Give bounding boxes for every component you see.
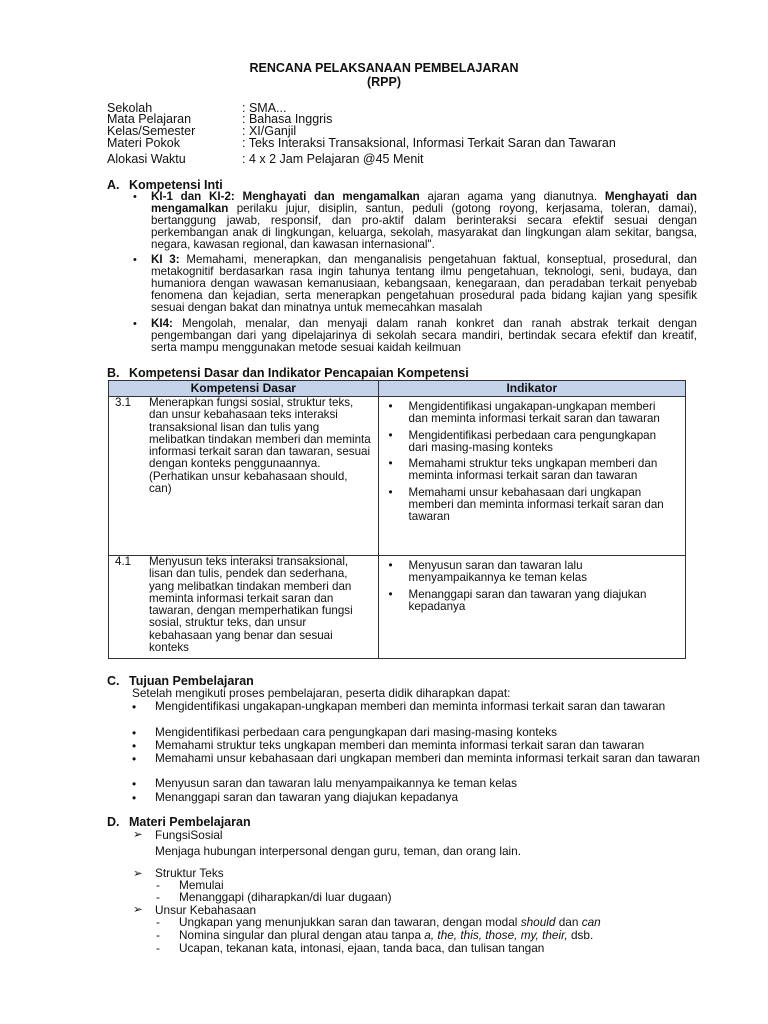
kd-text: Menerapkan fungsi sosial, struktur teks, dan unsur kebahasaan teks interaksi transaksional lisan dan tulis yang melibatkan tindakan memberi dan meminta informasi terkait saran dan tawaran, sesuai dengan konteks penggunaannya. (Perhatikan unsur kebahasaan should, can) [149, 396, 371, 496]
ki-bold: Menghayati dan mengamalkan [151, 190, 697, 216]
document-subtitle: (RPP) [366, 75, 402, 89]
list-item: • Menyusun saran dan tawaran lalu menyampaikannya ke teman kelas [379, 560, 677, 585]
identity-value: : SMA... [242, 101, 287, 115]
identity-label: Mata Pelajaran [107, 112, 192, 126]
struktur-item: Menanggapi (diharapkan/di luar dugaan) [179, 890, 392, 904]
identity-label: Alokasi Waktu [107, 152, 186, 166]
unsur-italic: a, the, this, those, my, their, [424, 928, 568, 942]
list-item: • Mengidentifikasi perbedaan cara pengungkapan dari masing-masing konteks [379, 430, 677, 455]
unsur-item-1 [179, 915, 601, 929]
indikator-list [379, 401, 677, 524]
kd-cell [109, 556, 379, 659]
tujuan-intro: Setelah mengikuti proses pembelajaran, peserta didik diharapkan dapat: [132, 686, 511, 700]
list-item: • Memahami struktur teks ungkapan memberi dan meminta informasi terkait saran dan tawaran [379, 458, 677, 483]
unsur-text: dsb. [567, 928, 594, 942]
unsur-kebahasaan-title: Unsur Kebahasaan [155, 903, 256, 917]
indikator-cell [378, 556, 685, 659]
kd-cell-content [109, 556, 378, 654]
bullet-icon: • [132, 726, 137, 740]
ki-4-text [151, 318, 697, 354]
tujuan-item: Menanggapi saran dan tawaran yang diajukan kepadanya [155, 790, 459, 804]
ki-text: ajaran agama yang dianutnya. [419, 190, 605, 203]
bullet-icon: • [132, 791, 137, 805]
arrow-bullet-icon: ➢ [133, 904, 143, 916]
ki-text: Memahami, menerapkan, dan menganalisis pengetahuan faktual, konseptual, prosedural, dan metakognitif berdasarkan rasa ingin tahunya tentang ilmu pengetahuan, teknologi, seni, budaya, dan humaniora dengan wawasan kemanusiaan, kebangsaan, kenegaraan, dan peradaban terkait penyebab fenomena dan kejadian, serta menerapkan pengetahuan prosedural pada bidang kajian yang spesifik sesuai dengan bakat dan minatnya untuk memecahkan masalah [151, 253, 697, 315]
section-d-heading [107, 815, 251, 829]
tujuan-item: Mengidentifikasi perbedaan cara pengungkapan dari masing-masing konteks [155, 725, 557, 739]
struktur-item: Memulai [179, 878, 224, 892]
fungsi-sosial-title: FungsiSosial [155, 828, 223, 842]
unsur-italic: can [581, 915, 601, 929]
tujuan-item: Memahami unsur kebahasaan dari ungkapan memberi dan meminta informasi terkait saran dan tawaran [155, 751, 700, 765]
section-letter: D. [107, 815, 120, 829]
unsur-italic: should [520, 915, 556, 929]
identity-value: : 4 x 2 Jam Pelajaran @45 Menit [242, 152, 424, 166]
dash-bullet: - [156, 928, 160, 942]
list-item: • Memahami unsur kebahasaan dari ungkapan memberi dan meminta informasi terkait saran dan tawaran [379, 487, 677, 524]
dash-bullet: - [156, 941, 160, 955]
tujuan-item: Mengidentifikasi ungakapan-ungkapan memberi dan meminta informasi terkait saran dan tawaran [155, 699, 666, 713]
kd-cell [109, 397, 379, 556]
kd-number: 3.1 [115, 396, 132, 409]
section-letter: B. [107, 366, 120, 380]
bullet-icon: • [132, 739, 137, 753]
bullet-icon: • [132, 777, 137, 791]
arrow-bullet-icon: ➢ [133, 868, 143, 880]
list-item: • Mengidentifikasi ungakapan-ungkapan memberi dan meminta informasi terkait saran dan tawaran [379, 401, 677, 426]
document-title: RENCANA PELAKSANAAN PEMBELAJARAN [249, 61, 519, 75]
kd-cell-content [109, 397, 378, 495]
ki-bold: KI4: [151, 317, 173, 330]
list-item: • Menanggapi saran dan tawaran yang diajukan kepadanya [379, 589, 677, 614]
bullet-icon: • [133, 191, 137, 203]
unsur-item-2 [179, 928, 593, 942]
kd-number: 4.1 [115, 555, 132, 568]
dash-bullet: - [156, 878, 160, 892]
identity-label: Materi Pokok [107, 136, 180, 150]
identity-value: : XI/Ganjil [242, 124, 297, 138]
section-title: Kompetensi Dasar dan Indikator Pencapaian Kompetensi [129, 366, 469, 380]
column-header-kd: Kompetensi Dasar [109, 381, 379, 397]
unsur-text: Ungkapan yang menunjukkan saran dan tawaran, dengan modal [179, 915, 521, 929]
section-letter: C. [107, 674, 120, 688]
section-b-heading [107, 366, 469, 380]
fungsi-sosial-text: Menjaga hubungan interpersonal dengan guru, teman, dan orang lain. [155, 844, 521, 858]
section-title: Kompetensi Inti [129, 178, 223, 192]
arrow-bullet-icon: ➢ [133, 829, 143, 841]
unsur-text: dan [555, 915, 582, 929]
indikator-list [379, 560, 677, 613]
kd-text: Menyusun teks interaksi transaksional, lisan dan tulis, pendek dan sederhana, yang melibatkan tindakan memberi dan meminta informasi terkait saran dan tawaran, dengan memperhatikan fungsi sosial, struktur teks, dan unsur kebahasaan yang benar dan sesuai konteks [149, 555, 353, 655]
indikator-cell [378, 397, 685, 556]
dash-bullet: - [156, 890, 160, 904]
ki-bold: KI-1 dan KI-2: Menghayati dan mengamalkan [151, 190, 420, 203]
ki-3-text [151, 254, 697, 314]
ki-text: perilaku jujur, disiplin, santun, peduli (gotong royong, kerjasama, toleran, damai), bertanggung jawab, responsif, dan pro-aktif dalam berinteraksi secara efektif sesuai dengan perkembangan anak di lingkungan, keluarga, sekolah, masyarakat dan lingkungan alam sekitar, bangsa, negara, kawasan regional, dan kawasan internasional". [151, 202, 697, 252]
section-title: Materi Pembelajaran [129, 815, 251, 829]
unsur-text: Nomina singular dan plural dengan atau tanpa [179, 928, 425, 942]
section-letter: A. [107, 178, 120, 192]
table-row [109, 556, 686, 659]
table-header-row [109, 381, 686, 397]
identity-label: Sekolah [107, 101, 153, 115]
ki-bold: KI 3: [151, 253, 180, 266]
kompetensi-table [108, 380, 686, 659]
identity-label: Kelas/Semester [107, 124, 196, 138]
tujuan-item: Menyusun saran dan tawaran lalu menyampaikannya ke teman kelas [155, 776, 517, 790]
ki-text: Mengolah, menalar, dan menyaji dalam ranah konkret dan ranah abstrak terkait dengan pengembangan dari yang dipelajarinya di sekolah secara mandiri, bertindak secara efektif dan kreatif, serta mampu menggunakan metode sesuai kaidah keilmuan [151, 317, 697, 355]
identity-value: : Teks Interaksi Transaksional, Informasi Terkait Saran dan Tawaran [242, 136, 616, 150]
column-header-indikator: Indikator [378, 381, 685, 397]
tujuan-item: Memahami struktur teks ungkapan memberi dan meminta informasi terkait saran dan tawaran [155, 738, 645, 752]
bullet-icon: • [133, 254, 137, 266]
unsur-item-3: Ucapan, tekanan kata, intonasi, ejaan, tanda baca, dan tulisan tangan [179, 941, 545, 955]
ki-1-2-text [151, 191, 697, 251]
bullet-icon: • [132, 700, 137, 714]
struktur-teks-title: Struktur Teks [155, 866, 224, 880]
identity-value: : Bahasa Inggris [242, 112, 333, 126]
section-title: Tujuan Pembelajaran [129, 674, 254, 688]
table-row [109, 397, 686, 556]
dash-bullet: - [156, 915, 160, 929]
bullet-icon: • [132, 752, 137, 766]
bullet-icon: • [133, 318, 137, 330]
